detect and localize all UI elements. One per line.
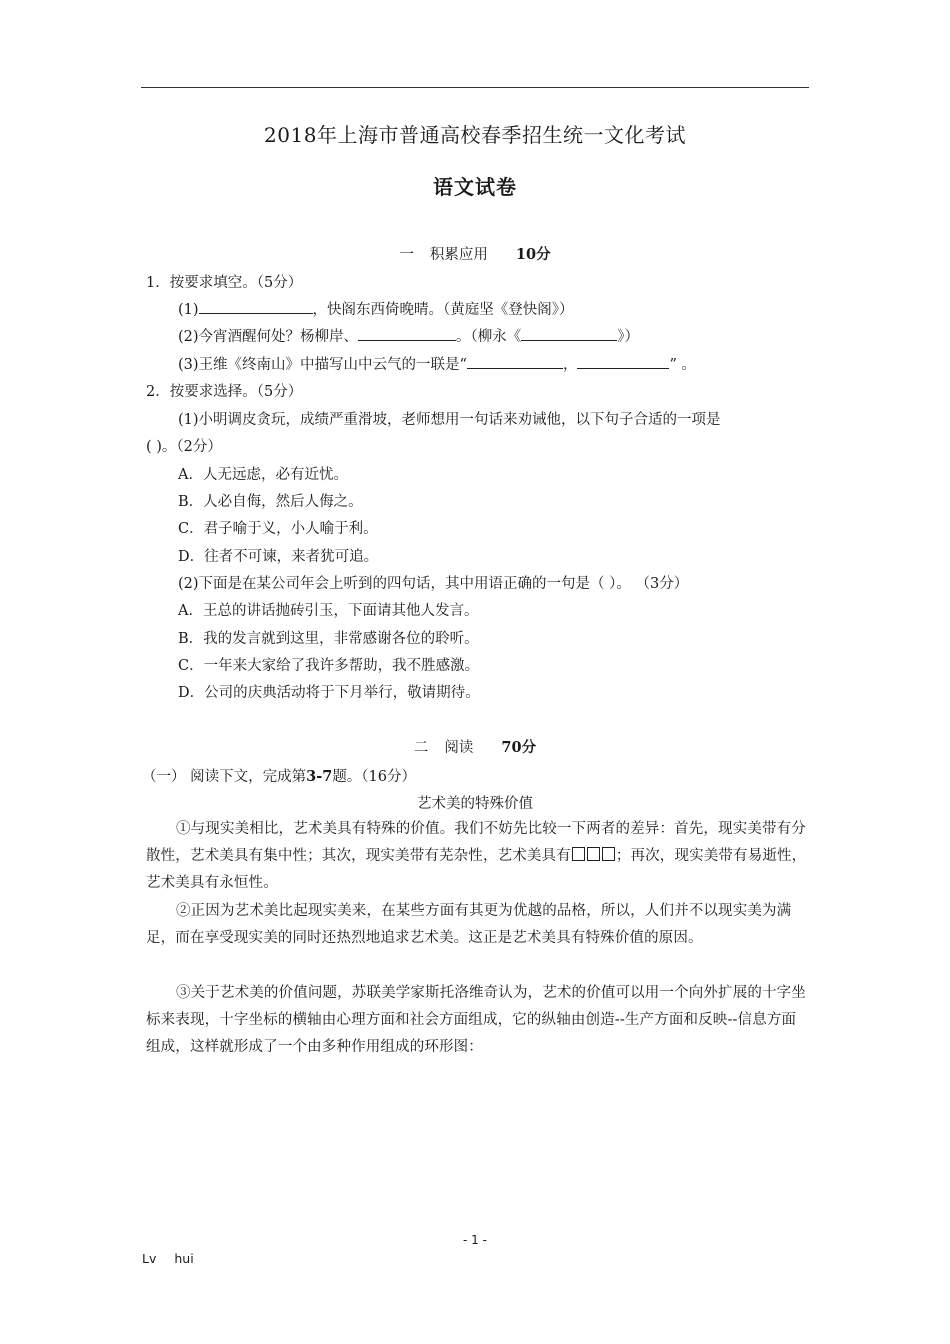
option-item: C．一年来大家给了我许多帮助，我不胜感激。 bbox=[178, 658, 480, 674]
section-points: 70分 bbox=[501, 739, 537, 756]
section-number: 二 bbox=[413, 740, 429, 756]
header-rule bbox=[141, 87, 809, 88]
answer-blank[interactable] bbox=[577, 354, 669, 369]
paper-subtitle: 语文试卷 bbox=[433, 175, 517, 199]
answer-blank[interactable] bbox=[199, 299, 313, 314]
option-item: C．君子喻于义，小人喻于利。 bbox=[178, 521, 378, 537]
section-number: 一 bbox=[399, 247, 414, 263]
option-item: D．往者不可谏，来者犹可追。 bbox=[178, 549, 379, 565]
page-number: - 1 - bbox=[463, 1233, 487, 1247]
section-name: 阅读 bbox=[444, 740, 474, 756]
option-item: D．公司的庆典活动将于下月举行，敬请期待。 bbox=[178, 685, 480, 701]
blank-box bbox=[602, 847, 615, 861]
question-1-item-1: (1) ，快阁东西倚晚晴。（黄庭坚《登快阁》） bbox=[178, 298, 574, 319]
section-heading-2 bbox=[0, 736, 950, 757]
exam-title: 2018年上海市普通高校春季招生统一文化考试 bbox=[264, 123, 686, 147]
question-1-item-2: (2)今宵酒醒何处？杨柳岸、 。（柳永《 》） bbox=[178, 325, 639, 346]
question-1-item-3: (3)王维《终南山》中描写山中云气的一联是“ ， ” 。 bbox=[178, 353, 696, 374]
answer-blank[interactable] bbox=[358, 326, 456, 341]
section-points: 10分 bbox=[515, 246, 551, 263]
answer-blank[interactable] bbox=[467, 354, 563, 369]
article-paragraph-2: ②正因为艺术美比起现实美来，在某些方面有其更为优越的品格，所以，人们并不以现实美为满足，而在享受现实美的同时还热烈地追求艺术美。这正是艺术美具有特殊价值的原因。 bbox=[146, 903, 792, 946]
question-2-part-1-line-2: ( )。（2分） bbox=[146, 439, 222, 455]
question-2-part-1-line-1: (1)小明调皮贪玩，成绩严重滑坡，老师想用一句话来劝诫他，以下句子合适的一项是 bbox=[178, 412, 721, 428]
option-item: A．王总的讲话抛砖引玉，下面请其他人发言。 bbox=[178, 603, 479, 619]
section-heading-1 bbox=[0, 243, 950, 264]
option-item: B．人必自侮，然后人侮之。 bbox=[178, 494, 363, 510]
question-2-part-2-stem: (2)下面是在某公司年会上听到的四句话，其中用语正确的一句是（ ）。 （3分） bbox=[178, 576, 689, 592]
option-item: A．人无远虑，必有近忧。 bbox=[178, 467, 348, 483]
article-title: 艺术美的特殊价值 bbox=[417, 796, 533, 812]
blank-box bbox=[587, 847, 600, 861]
question-1-stem: 1．按要求填空。（5分） bbox=[146, 275, 303, 291]
question-2-stem: 2．按要求选择。（5分） bbox=[146, 384, 303, 400]
option-item: B．我的发言就到这里，非常感谢各位的聆听。 bbox=[178, 631, 479, 647]
blank-box bbox=[572, 847, 585, 861]
article-paragraph-3: ③关于艺术美的价值问题，苏联美学家斯托洛维奇认为，艺术的价值可以用一个向外扩展的十字坐标来表现，十字坐标的横轴由心理方面和社会方面组成，它的纵轴由创造--生产方面和反映--信息方面组成，这样就形成了一个由多种作用组成的环形图： bbox=[146, 985, 806, 1055]
article-paragraph-1: ①与现实美相比，艺术美具有特殊的价值。我们不妨先比较一下两者的差异：首先，现实美带有分散性，艺术美具有集中性；其次，现实美带有芜杂性，艺术美具有 ；再次，现实美带有易逝性，艺术美具有永恒性。 bbox=[146, 821, 807, 891]
answer-blank[interactable] bbox=[521, 326, 617, 341]
reading-intro: （一） 阅读下文，完成第3-7题。（16分） bbox=[142, 768, 417, 785]
author-mark: Lv hui bbox=[142, 1251, 194, 1266]
section-name: 积累应用 bbox=[429, 247, 488, 263]
